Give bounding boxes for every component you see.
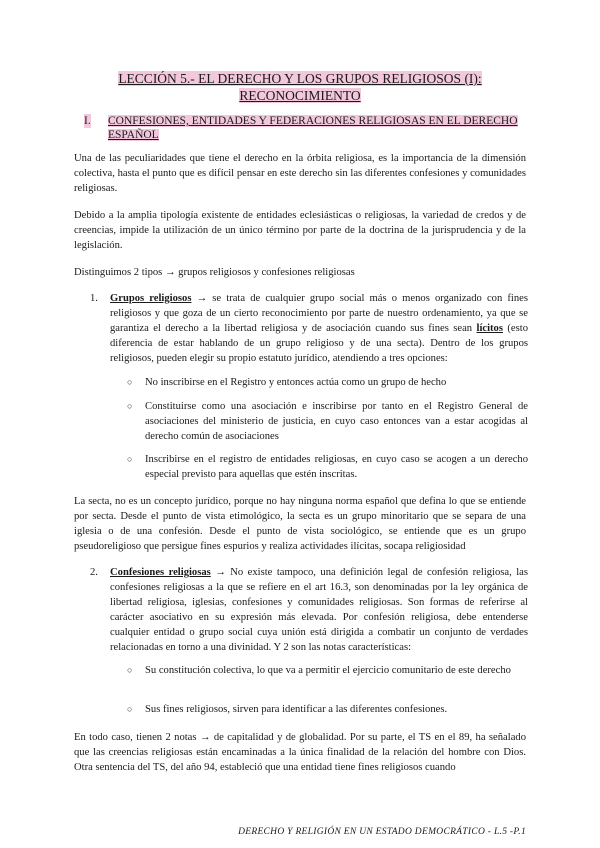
term-confesiones-religiosas: Confesiones religiosas	[110, 567, 211, 578]
lesson-title	[60, 70, 540, 104]
bullet-icon: ○	[127, 704, 133, 714]
sub-item	[127, 399, 528, 444]
sub-item	[127, 663, 528, 678]
section-number: I.	[84, 115, 91, 127]
paragraph-1: Una de las peculiaridades que tiene el derecho en la órbita religiosa, es la importancia de la dimensión colectiva, hasta el punto que es difícil pensar en este derecho sin las diferentes confesiones y comunidades religiosas.	[74, 153, 526, 194]
sub-item-text: Su constitución colectiva, lo que va a permitir el ejercicio comunitario de este derecho	[145, 665, 511, 676]
bullet-icon: ○	[127, 377, 133, 387]
lesson-title-line2: RECONOCIMIENTO	[239, 88, 361, 103]
sub-item-text: No inscribirse en el Registro y entonces actúa como un grupo de hecho	[145, 377, 447, 388]
list-text-b: (esto diferencia de estar hablando de un grupo religioso y de una secta). Dentro de los grupos religiosos, pueden elegir su propio estatuto jurídico, atendiendo a tres opciones:	[110, 323, 528, 364]
sub-item	[127, 452, 528, 482]
page-footer: DERECHO Y RELIGIÓN EN UN ESTADO DEMOCRÁTICO - L.5 -P.1	[238, 827, 526, 837]
list-item-confesiones-religiosas	[90, 565, 528, 655]
sub-item	[127, 702, 528, 717]
bullet-icon: ○	[127, 665, 133, 675]
paragraph-2: Debido a la amplia tipología existente de entidades eclesiásticas o religiosas, la variedad de credos y de creencias, impide la utilización de un único término por parte de la doctrina de la jurisprudencia y de la legislación.	[74, 210, 526, 251]
bullet-icon: ○	[127, 401, 133, 411]
section-heading	[84, 114, 540, 142]
paragraph-5: En todo caso, tienen 2 notas → de capitalidad y de globalidad. Por su parte, el TS en el 89, ha señalado que las creencias religiosas están encaminadas a la única finalidad de la relación del hombre con Dios. Otra sentencia del TS, del año 94, estableció que una entidad tiene fines religiosos cuando	[74, 732, 526, 773]
sub-item	[127, 375, 528, 390]
section-title: CONFESIONES, ENTIDADES Y FEDERACIONES RELIGIOSAS EN EL DERECHO ESPAÑOL	[108, 115, 518, 141]
sub-item-text: Inscribirse en el registro de entidades religiosas, en cuyo caso se acogen a un derecho especial previsto para aquellas que estén inscritas.	[145, 454, 528, 480]
list-item-grupos-religiosos	[90, 291, 528, 366]
term-grupos-religiosos: Grupos religiosos	[110, 293, 192, 304]
lesson-title-line1: LECCIÓN 5.- EL DERECHO Y LOS GRUPOS RELIGIOSOS (I):	[118, 71, 482, 86]
paragraph-3: Distinguimos 2 tipos → grupos religiosos y confesiones religiosas	[74, 267, 355, 278]
sub-item-text: Constituirse como una asociación e inscribirse por tanto en el Registro General de asociaciones del ministerio de justicia, en cuyo caso entonces van a estar acogidas al derecho común de asociaciones	[145, 401, 528, 442]
list-number: 2.	[90, 567, 98, 578]
list-text: → No existe tampoco, una definición legal de confesión religiosa, las confesiones religiosas a la que se refiere en el art 16.3, son denominadas por la ley orgánica de libertad religiosa, iglesias, confesiones y comunidades religiosas. Son formas de referirse al carácter asociativo en su expresión más elevada. Por confesión religiosa, debe entenderse cualquier entidad o grupo social cuya unión está dirigida a combatir un conjunto de verdades relacionadas en torno a una divinidad. Y 2 son las notas características:	[110, 567, 528, 653]
term-licitos: lícitos	[476, 323, 503, 334]
bullet-icon: ○	[127, 454, 133, 464]
list-text-a: → se trata de cualquier grupo social más o menos organizado con fines religiosos y que goza de un cierto reconocimiento por parte de nuestro ordenamiento, ya que se garantiza el derecho a la libertad religiosa y de asociación cuando sus fines sean	[110, 293, 528, 334]
list-number: 1.	[90, 293, 98, 304]
paragraph-4: La secta, no es un concepto jurídico, porque no hay ninguna norma español que defina lo que se entiende por secta. Desde el punto de vista etimológico, la secta es un grupo minoritario que se separa de una iglesia o de una confesión. Desde el punto de vista sociológico, se entiende que es un grupo pseudoreligioso que persigue fines espurios y realiza actividades ilícitas, socapa religiosidad	[74, 496, 526, 552]
sub-item-text: Sus fines religiosos, sirven para identificar a las diferentes confesiones.	[145, 704, 448, 715]
